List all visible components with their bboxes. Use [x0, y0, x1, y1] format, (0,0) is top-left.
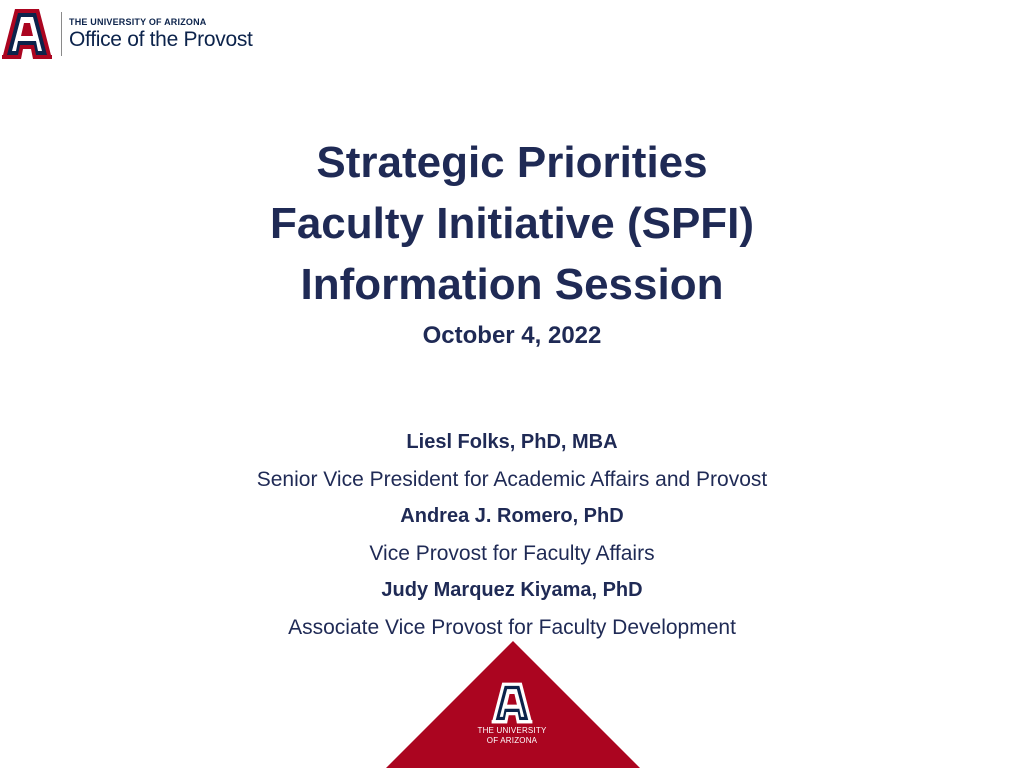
- arizona-a-logo-icon: [490, 682, 534, 724]
- presenter-role: Vice Provost for Faculty Affairs: [369, 542, 655, 565]
- logo-divider: [61, 12, 62, 56]
- footer-logo-text: [452, 726, 572, 746]
- title-line-2: Faculty Initiative (SPFI): [269, 199, 755, 248]
- footer-logo-line-2: OF ARIZONA: [486, 736, 538, 745]
- footer-logo-line-1: THE UNIVERSITY: [477, 726, 547, 735]
- presenter-role: Associate Vice Provost for Faculty Development: [288, 616, 736, 639]
- presenter-name: Andrea J. Romero, PhD: [400, 505, 624, 527]
- office-label: Office of the Provost: [69, 28, 253, 51]
- logo-text: [69, 16, 253, 52]
- presenter-name: Judy Marquez Kiyama, PhD: [381, 579, 643, 601]
- header-logo: [0, 6, 253, 62]
- arizona-a-logo-icon: [0, 9, 54, 59]
- presenters-list: [0, 424, 1024, 646]
- title-line-1: Strategic Priorities: [316, 138, 708, 187]
- university-label: THE UNIVERSITY OF ARIZONA: [69, 17, 207, 27]
- presenter-name: Liesl Folks, PhD, MBA: [406, 431, 618, 453]
- title-line-3: Information Session: [300, 260, 724, 309]
- presenter-role: Senior Vice President for Academic Affairs and Provost: [256, 468, 768, 491]
- title-date: October 4, 2022: [422, 322, 602, 349]
- title-block: [0, 132, 1024, 353]
